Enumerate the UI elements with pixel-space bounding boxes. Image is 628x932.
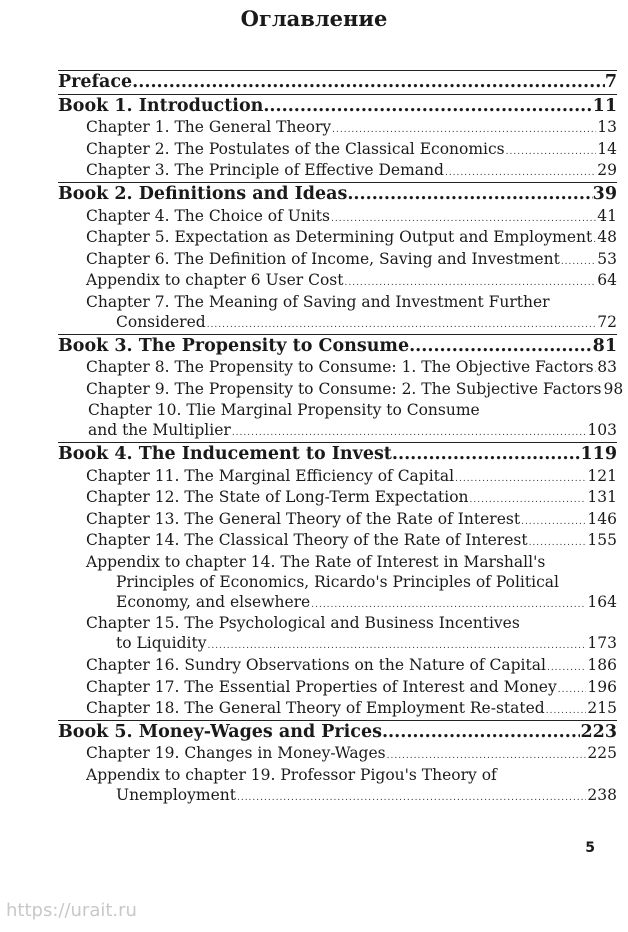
toc-chapter-9[interactable] (58, 379, 624, 401)
toc-title: Chapter 3. The Principle of Effective Demand (86, 161, 444, 180)
toc-appendix-14-line-1[interactable]: Appendix to chapter 14. The Rate of Interest in Marshall's (86, 552, 546, 571)
toc-title: Chapter 2. The Postulates of the Classical Economics (86, 139, 505, 158)
toc-page: 103 (587, 421, 617, 440)
toc-chapter-5[interactable] (58, 227, 617, 249)
toc-title: Chapter 6. The Definition of Income, Saving and Investment (86, 249, 560, 268)
toc-page: 238 (587, 786, 617, 805)
toc-chapter-14[interactable] (58, 530, 617, 552)
toc-page: 48 (597, 228, 617, 247)
toc-title: Chapter 14. The Classical Theory of the Rate of Interest (86, 531, 528, 550)
toc-title: Book 2. Definitions and Ideas (58, 183, 348, 204)
toc-chapter-15-line-1[interactable]: Chapter 15. The Psychological and Business Incentives (86, 614, 520, 633)
toc-chapter-8[interactable] (58, 357, 617, 379)
toc-chapter-18[interactable] (58, 698, 617, 720)
toc-page: 164 (587, 592, 617, 611)
toc-page: 41 (597, 206, 617, 225)
toc-title: Unemployment (116, 786, 236, 805)
toc-chapter-13[interactable] (58, 509, 617, 531)
toc-page: 155 (587, 531, 617, 550)
toc-chapter-11[interactable] (58, 466, 617, 488)
leader-dots (521, 512, 586, 534)
leader-dots (558, 680, 587, 702)
toc-book-5[interactable] (58, 720, 617, 744)
toc-chapter-15[interactable] (58, 633, 617, 655)
toc-chapter-19[interactable] (58, 743, 617, 765)
toc-book-4[interactable] (58, 442, 617, 466)
toc-title: Book 4. The Inducement to Invest (58, 443, 392, 464)
leader-dots (546, 701, 587, 723)
toc-title: to Liquidity (116, 634, 207, 653)
toc-title: Chapter 12. The State of Long-Term Expectation (86, 488, 469, 507)
toc-page: 14 (597, 139, 617, 158)
toc-page: 146 (587, 509, 617, 528)
leader-dots (237, 788, 586, 810)
toc-book-1[interactable] (58, 94, 617, 118)
toc-chapter-4[interactable] (58, 206, 617, 228)
toc-title: Chapter 17. The Essential Properties of Interest and Money (86, 677, 557, 696)
toc-page: 39 (592, 183, 617, 204)
toc-chapter-16[interactable] (58, 655, 617, 677)
toc-chapter-12[interactable] (58, 487, 617, 509)
toc-page: 53 (597, 249, 617, 268)
toc-page: 186 (587, 656, 617, 675)
toc-page: 7 (604, 72, 617, 92)
leader-dots (506, 142, 597, 164)
toc-page: 119 (580, 443, 617, 464)
leader-dots (263, 95, 592, 118)
leader-dots (132, 71, 605, 94)
toc-title: Chapter 11. The Marginal Efficiency of Capital (86, 466, 455, 485)
toc-page: 83 (597, 358, 617, 377)
toc-title: Chapter 8. The Propensity to Consume: 1. The Objective Factors (86, 358, 594, 377)
toc-page: 223 (580, 721, 617, 742)
leader-dots (409, 335, 593, 358)
toc-title: Chapter 1. The General Theory (86, 118, 332, 137)
leader-dots (455, 469, 586, 491)
watermark: https://urait.ru (6, 900, 137, 921)
toc-title: Chapter 13. The General Theory of the Rate of Interest (86, 509, 521, 528)
leader-dots (445, 163, 596, 185)
toc-page: 98 (603, 379, 624, 398)
toc-page: 173 (587, 634, 617, 653)
leader-dots (561, 252, 596, 274)
toc-title: Considered (116, 312, 206, 331)
toc-page: 64 (597, 271, 617, 290)
toc-chapter-7-line-1[interactable]: Chapter 7. The Meaning of Saving and Investment Further (86, 292, 550, 311)
leader-dots (347, 183, 592, 206)
toc-chapter-3[interactable] (58, 160, 617, 182)
toc-title: Book 1. Introduction (58, 95, 264, 116)
toc-title: Chapter 18. The General Theory of Employment Re-stated (86, 699, 545, 718)
toc-page: 196 (587, 677, 617, 696)
toc-page: 11 (592, 95, 617, 116)
toc-page: 81 (592, 335, 617, 356)
toc-chapter-10[interactable] (58, 420, 617, 442)
toc-title: Chapter 9. The Propensity to Consume: 2. The Subjective Factors (86, 379, 602, 398)
toc-book-2[interactable] (58, 182, 617, 206)
leader-dots (382, 721, 581, 744)
toc-title: Chapter 5. Expectation as Determining Output and Employment (86, 228, 593, 247)
toc-chapter-1[interactable] (58, 117, 617, 139)
toc-chapter-2[interactable] (58, 139, 617, 161)
toc-page: 29 (597, 161, 617, 180)
table-of-contents (58, 70, 624, 807)
toc-title: Book 3. The Propensity to Consume (58, 335, 410, 356)
leader-dots (232, 423, 587, 445)
toc-book-3[interactable] (58, 334, 617, 358)
toc-appendix-6[interactable] (58, 270, 617, 292)
page-title: Оглавление (240, 6, 388, 31)
toc-chapter-6[interactable] (58, 249, 617, 271)
toc-chapter-7[interactable] (58, 312, 617, 334)
page-number: 5 (585, 840, 595, 856)
leader-dots (392, 443, 581, 466)
toc-title: and the Multiplier (88, 421, 231, 440)
toc-appendix-19-line-1[interactable]: Appendix to chapter 19. Professor Pigou's Theory of (86, 766, 497, 785)
toc-page: 225 (587, 744, 617, 763)
toc-page: 215 (587, 699, 617, 718)
leader-dots (207, 315, 597, 337)
toc-page: 13 (597, 118, 617, 137)
toc-page: 131 (587, 488, 617, 507)
toc-appendix-14[interactable] (58, 592, 617, 614)
toc-page: 72 (597, 312, 617, 331)
toc-title: Economy, and elsewhere (116, 592, 311, 611)
toc-appendix-14-line-2[interactable]: Principles of Economics, Ricardo's Principles of Political (116, 572, 559, 591)
toc-title: Chapter 19. Changes in Money-Wages (86, 744, 386, 763)
leader-dots (593, 230, 596, 252)
toc-page: 121 (587, 466, 617, 485)
toc-title: Book 5. Money-Wages and Prices (58, 721, 382, 742)
toc-title: Chapter 16. Sundry Observations on the Nature of Capital (86, 656, 546, 675)
toc-chapter-17[interactable] (58, 677, 617, 699)
toc-title: Appendix to chapter 6 User Cost (86, 271, 344, 290)
toc-preface[interactable] (58, 70, 617, 94)
toc-title: Preface (58, 72, 133, 92)
toc-chapter-10-line-1[interactable]: Chapter 10. Tlie Marginal Propensity to Consume (88, 401, 480, 420)
toc-appendix-19[interactable] (58, 785, 617, 807)
toc-title: Chapter 4. The Choice of Units (86, 206, 330, 225)
